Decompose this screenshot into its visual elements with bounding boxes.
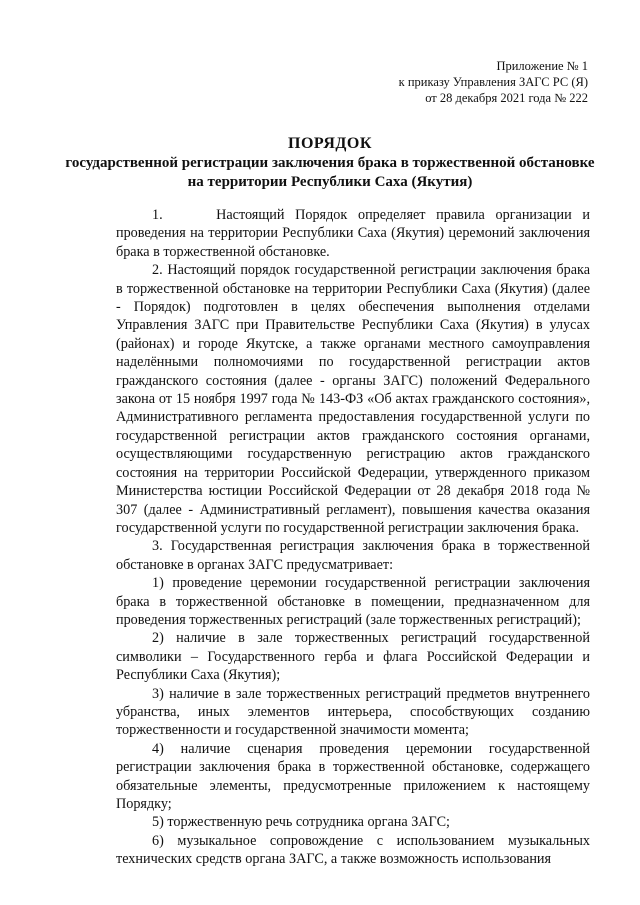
appendix-order-ref: к приказу Управления ЗАГС РС (Я): [398, 75, 588, 89]
appendix-number: Приложение № 1: [496, 59, 588, 73]
paragraph-1: 1. Настоящий Порядок определяет правила организации и проведения на территории Республики Саха (Якутия) церемоний заключения брака в торжественной обстановке.: [116, 207, 590, 260]
list-item-6: 6) музыкальное сопровождение с использованием музыкальных технических средств органа ЗАГС, а также возможность использования: [116, 832, 590, 868]
list-item-4: 4) наличие сценария проведения церемонии государственной регистрации заключения брака в торжественной обстановке, содержащего обязательные элементы, предусмотренные приложением к настоящему Порядку;: [116, 740, 590, 812]
document-title: [60, 134, 600, 192]
list-item-2: 2) наличие в зале торжественных регистраций государственной символики – Государственного герба и флага Российской Федерации и Республики Саха (Якутия);: [116, 630, 590, 684]
appendix-order-date: от 28 декабря 2021 года № 222: [425, 91, 588, 105]
list-item-1: 1) проведение церемонии государственной регистрации заключения брака в торжественной обстановке в помещении, предназначенном для проведения торжественных регистраций (зале торжественных регистраций);: [116, 575, 590, 628]
paragraph-3: 3. Государственная регистрация заключения брака в торжественной обстановке в органах ЗАГС предусматривает:: [116, 538, 590, 573]
title-subtitle: государственной регистрации заключения брака в торжественной обстановке на территории Республики Саха (Якутия): [65, 155, 595, 190]
appendix-header: [399, 58, 588, 106]
list-item-3: 3) наличие в зале торжественных регистраций предметов внутреннего убранства, иных элементов интерьера, способствующих созданию торжественности и государственной значимости момента;: [116, 685, 590, 739]
title-main: ПОРЯДОК: [288, 135, 372, 152]
list-item-5: 5) торжественную речь сотрудника органа ЗАГС;: [152, 814, 450, 831]
paragraph-2: 2. Настоящий порядок государственной регистрации заключения брака в торжественной обстановке на территории Республики Саха (Якутия) (далее - Порядок) подготовлен в целях обеспечения выполнения отделами Управления ЗАГС при Правительстве Республики Саха (Якутия) в улусах (районах) и городе Якутске, а также органами местного самоуправления наделёнными полномочиями по государственной регистрации актов гражданского состояния (далее - органы ЗАГС) положений Федерального закона от 15 ноября 1997 года № 143-ФЗ «Об актах гражданского состояния», Административного регламента предоставления государственной услуги по государственной регистрации актов гражданского состояния органами, осуществляющими государственную регистрацию актов гражданского состояния на территории Российской Федерации, утвержденного приказом Министерства юстиции Российской Федерации от 28 декабря 2018 года № 307 (далее - Административный регламент), повышения качества оказания государственной услуги по государственной регистрации заключения брака.: [116, 262, 590, 536]
document-body: [116, 206, 590, 869]
